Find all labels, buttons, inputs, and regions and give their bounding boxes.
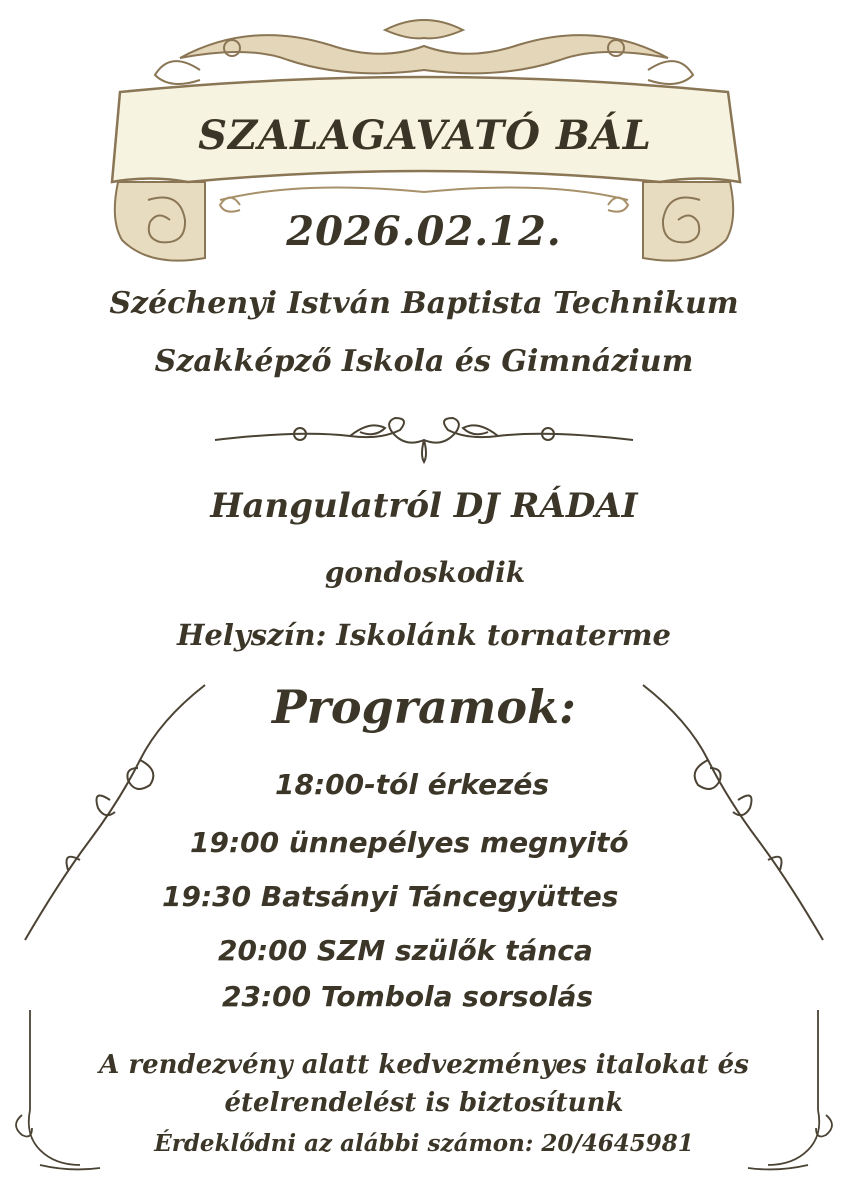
school-name-line2: Szakképző Iskola és Gimnázium bbox=[154, 344, 694, 379]
event-title: SZALAGAVATÓ BÁL bbox=[198, 112, 652, 159]
dj-line2: gondoskodik bbox=[324, 556, 526, 589]
venue: Helyszín: Iskolánk tornaterme bbox=[177, 618, 671, 652]
program-title: Programok: bbox=[272, 680, 576, 734]
contact-info: Érdeklődni az alábbi számon: 20/4645981 bbox=[154, 1130, 694, 1157]
school-name-line1: Széchenyi István Baptista Technikum bbox=[109, 286, 739, 321]
dj-line1: Hangulatról DJ RÁDAI bbox=[210, 486, 638, 526]
offer-note-line2: ételrendelést is biztosítunk bbox=[224, 1088, 624, 1118]
program-item: 19:30 Batsányi Táncegyüttes bbox=[162, 880, 619, 913]
program-item: 18:00-tól érkezés bbox=[275, 768, 550, 801]
top-crest-ornament bbox=[155, 20, 693, 84]
event-date: 2026.02.12. bbox=[286, 208, 562, 255]
program-item: 20:00 SZM szülők tánca bbox=[218, 934, 593, 967]
program-item: 23:00 Tombola sorsolás bbox=[222, 980, 594, 1013]
swirl-divider bbox=[215, 418, 633, 462]
offer-note-line1: A rendezvény alatt kedvezményes italokat és bbox=[99, 1050, 749, 1080]
program-item: 19:00 ünnepélyes megnyitó bbox=[190, 826, 629, 859]
